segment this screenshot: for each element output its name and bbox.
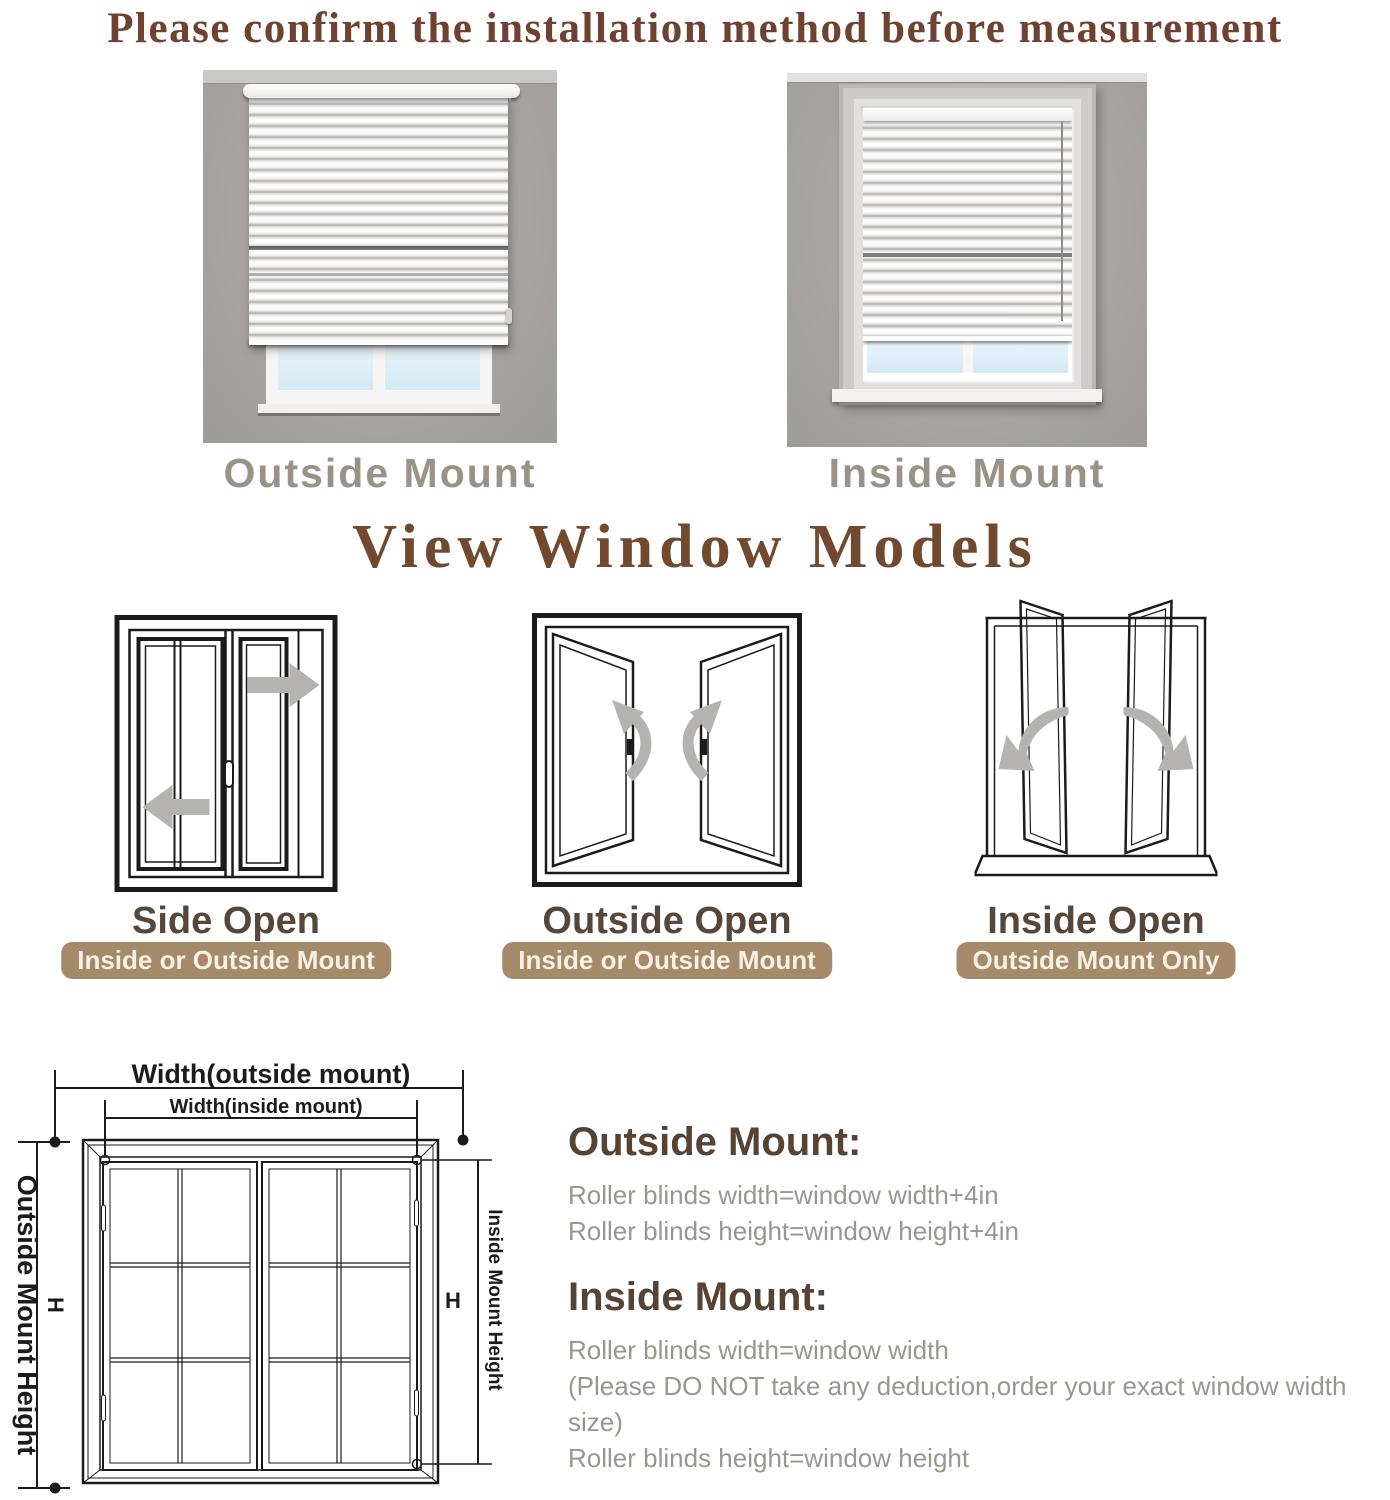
outside-mount-label: Outside Mount (223, 450, 537, 496)
inside-mount-label: Inside Mount (828, 450, 1106, 496)
ceiling-strip (787, 73, 1147, 83)
model-name: Outside Open (542, 900, 792, 942)
model-outside-open (500, 585, 834, 985)
model-side-open (58, 585, 394, 985)
cord-tassel (506, 308, 512, 324)
swing-inward-arrows (999, 707, 1194, 771)
outside-mount-instructions (568, 1120, 1019, 1249)
inside-open-window-diagram (975, 585, 1218, 880)
model-mount-badge: Inside or Outside Mount (61, 942, 391, 979)
open-slat-gap (249, 246, 508, 250)
curved-arrow-right-icon (1124, 707, 1194, 771)
roller-blind (249, 97, 508, 345)
model-mount-badge: Outside Mount Only (957, 942, 1236, 979)
window-sill (258, 404, 500, 413)
window-opening (863, 108, 1072, 381)
outside-height-label: Outside Mount Height (12, 1174, 42, 1456)
window-molding (839, 84, 1096, 405)
instruction-line: (Please DO NOT take any deduction,order your exact window width size) (568, 1371, 1347, 1437)
blind-cord (509, 98, 511, 310)
measurement-diagram (0, 1050, 520, 1500)
instruction-line: Roller blinds height=window height+4in (568, 1216, 1019, 1246)
blind-headrail (243, 84, 520, 98)
instruction-line: Roller blinds width=window width+4in (568, 1180, 999, 1210)
height-h-label-left: H (43, 1297, 68, 1313)
model-name: Side Open (132, 900, 320, 942)
side-open-window-diagram (115, 615, 338, 892)
model-name: Inside Open (987, 900, 1205, 942)
blind-headrail (863, 108, 1072, 121)
open-slat-gap (863, 253, 1072, 257)
open-slat-gap (249, 273, 508, 276)
roller-blind (863, 121, 1072, 341)
instruction-line: Roller blinds width=window width (568, 1335, 949, 1365)
instruction-line: Roller blinds height=window height (568, 1443, 970, 1473)
window-recess (854, 99, 1081, 390)
instruction-heading: Inside Mount: (568, 1275, 828, 1319)
inside-mount-instructions (568, 1275, 1388, 1476)
outside-mount-photo (203, 70, 557, 443)
model-mount-badge: Inside or Outside Mount (502, 942, 832, 979)
height-h-label-right: H (445, 1288, 461, 1313)
section-heading: View Window Models (352, 513, 1038, 581)
window-glass (867, 341, 1068, 373)
model-inside-open (946, 585, 1246, 985)
window-center-divider (963, 341, 973, 373)
width-outside-label: Width(outside mount) (131, 1059, 411, 1089)
inside-height-label: Inside Mount Height (484, 1209, 505, 1391)
window-sill (832, 389, 1102, 402)
slide-direction-arrows (143, 663, 320, 829)
ceiling-strip (203, 70, 557, 84)
curved-arrow-left-icon (999, 707, 1069, 771)
inside-mount-photo (787, 73, 1147, 447)
page-title: Please confirm the installation method before measurement (107, 5, 1283, 52)
instruction-heading: Outside Mount: (568, 1120, 862, 1164)
swing-open-arrows (612, 700, 722, 777)
arrow-right-icon (248, 663, 320, 707)
outside-open-window-diagram (532, 613, 802, 887)
arrow-left-icon (143, 785, 210, 829)
blind-cord (1061, 121, 1063, 321)
width-inside-label: Width(inside mount) (169, 1096, 363, 1118)
